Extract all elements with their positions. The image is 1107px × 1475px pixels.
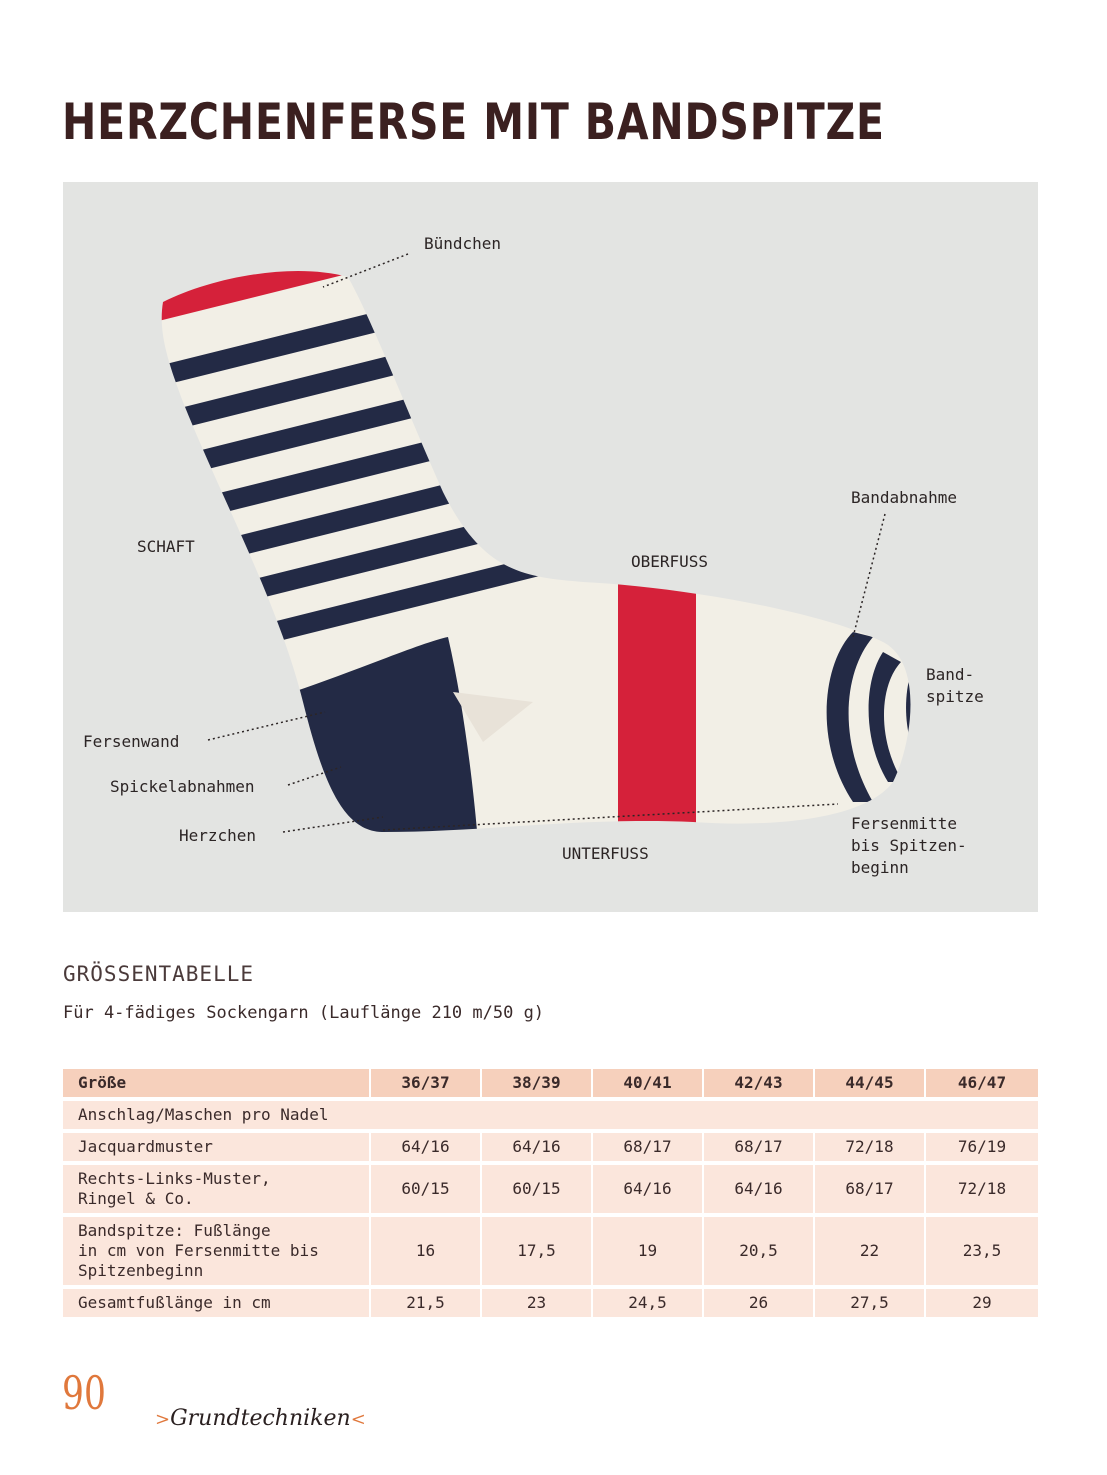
table-cell: 26: [704, 1289, 815, 1317]
size-table-subheading: Für 4-fädiges Sockengarn (Lauflänge 210 m/50 g): [63, 1003, 545, 1023]
label-fersenmitte-line1: Fersenmitte: [851, 814, 957, 833]
row-label-line: Rechts-Links-Muster,: [78, 1169, 271, 1188]
label-schaft: SCHAFT: [137, 537, 195, 556]
header-cell: 38/39: [482, 1069, 593, 1097]
table-row: [63, 1217, 1038, 1285]
table-cell: 68/17: [704, 1133, 815, 1161]
table-cell: 64/16: [593, 1165, 704, 1213]
table-cell: 23,5: [926, 1217, 1038, 1285]
row-label-line: Gesamtfußlänge in cm: [78, 1293, 271, 1312]
label-oberfuss: OBERFUSS: [631, 552, 709, 571]
label-herzchen: Herzchen: [179, 826, 257, 845]
chevron-left-icon: <: [350, 1409, 366, 1430]
table-cell: 72/18: [815, 1133, 926, 1161]
header-cell: Größe: [63, 1069, 371, 1097]
table-section-row: [63, 1101, 1038, 1129]
table-cell: 60/15: [482, 1165, 593, 1213]
table-cell: 24,5: [593, 1289, 704, 1317]
table-cell: 21,5: [371, 1289, 482, 1317]
label-fersenmitte-line2: bis Spitzen-: [851, 836, 967, 855]
label-unterfuss: UNTERFUSS: [562, 844, 649, 863]
table-cell: 29: [926, 1289, 1038, 1317]
table-cell: 19: [593, 1217, 704, 1285]
page-number: 90: [62, 1366, 106, 1420]
header-cell: 44/45: [815, 1069, 926, 1097]
label-bandspitze-line1: Band-: [926, 665, 975, 684]
table-row: [63, 1289, 1038, 1317]
page-title: HERZCHENFERSE MIT BANDSPITZE: [62, 93, 885, 151]
table-cell: 22: [815, 1217, 926, 1285]
label-fersenwand: Fersenwand: [83, 732, 180, 751]
row-label-line: Ringel & Co.: [78, 1189, 194, 1208]
label-spickelabnahmen: Spickelabnahmen: [110, 777, 255, 796]
header-cell: 40/41: [593, 1069, 704, 1097]
chapter-footer: [155, 1406, 366, 1431]
size-table-heading: GRÖSSENTABELLE: [63, 962, 255, 986]
table-row: [63, 1133, 1038, 1161]
chevron-right-icon: >: [155, 1409, 171, 1430]
row-label: [63, 1133, 371, 1161]
label-bandabnahme: Bandabnahme: [851, 488, 957, 507]
table-cell: 23: [482, 1289, 593, 1317]
table-cell: 60/15: [371, 1165, 482, 1213]
table-cell: 64/16: [482, 1133, 593, 1161]
sock-illustration: [63, 182, 1038, 912]
section-label: Anschlag/Maschen pro Nadel: [63, 1101, 1038, 1129]
row-label-line: Bandspitze: Fußlänge: [78, 1221, 271, 1240]
label-bandspitze-line2: spitze: [926, 687, 984, 706]
table-cell: 68/17: [593, 1133, 704, 1161]
chapter-name: Grundtechniken: [170, 1406, 351, 1431]
table-cell: 27,5: [815, 1289, 926, 1317]
row-label: [63, 1165, 371, 1213]
row-label-line: in cm von Fersenmitte bis: [78, 1241, 319, 1260]
table-cell: 64/16: [704, 1165, 815, 1213]
row-label: [63, 1217, 371, 1285]
row-label: [63, 1289, 371, 1317]
header-cell: 42/43: [704, 1069, 815, 1097]
sock-photo: [63, 182, 1038, 912]
table-cell: 17,5: [482, 1217, 593, 1285]
row-label-line: Spitzenbeginn: [78, 1261, 204, 1280]
table-cell: 72/18: [926, 1165, 1038, 1213]
table-header-row: [63, 1069, 1038, 1097]
table-row: [63, 1165, 1038, 1213]
size-table: [63, 1065, 1038, 1321]
label-fersenmitte-line3: beginn: [851, 858, 909, 877]
row-label-line: Jacquardmuster: [78, 1137, 213, 1156]
header-cell: 46/47: [926, 1069, 1038, 1097]
table-cell: 20,5: [704, 1217, 815, 1285]
header-cell: 36/37: [371, 1069, 482, 1097]
table-cell: 16: [371, 1217, 482, 1285]
table-cell: 76/19: [926, 1133, 1038, 1161]
table-cell: 64/16: [371, 1133, 482, 1161]
table-cell: 68/17: [815, 1165, 926, 1213]
label-buendchen: Bündchen: [424, 234, 502, 253]
